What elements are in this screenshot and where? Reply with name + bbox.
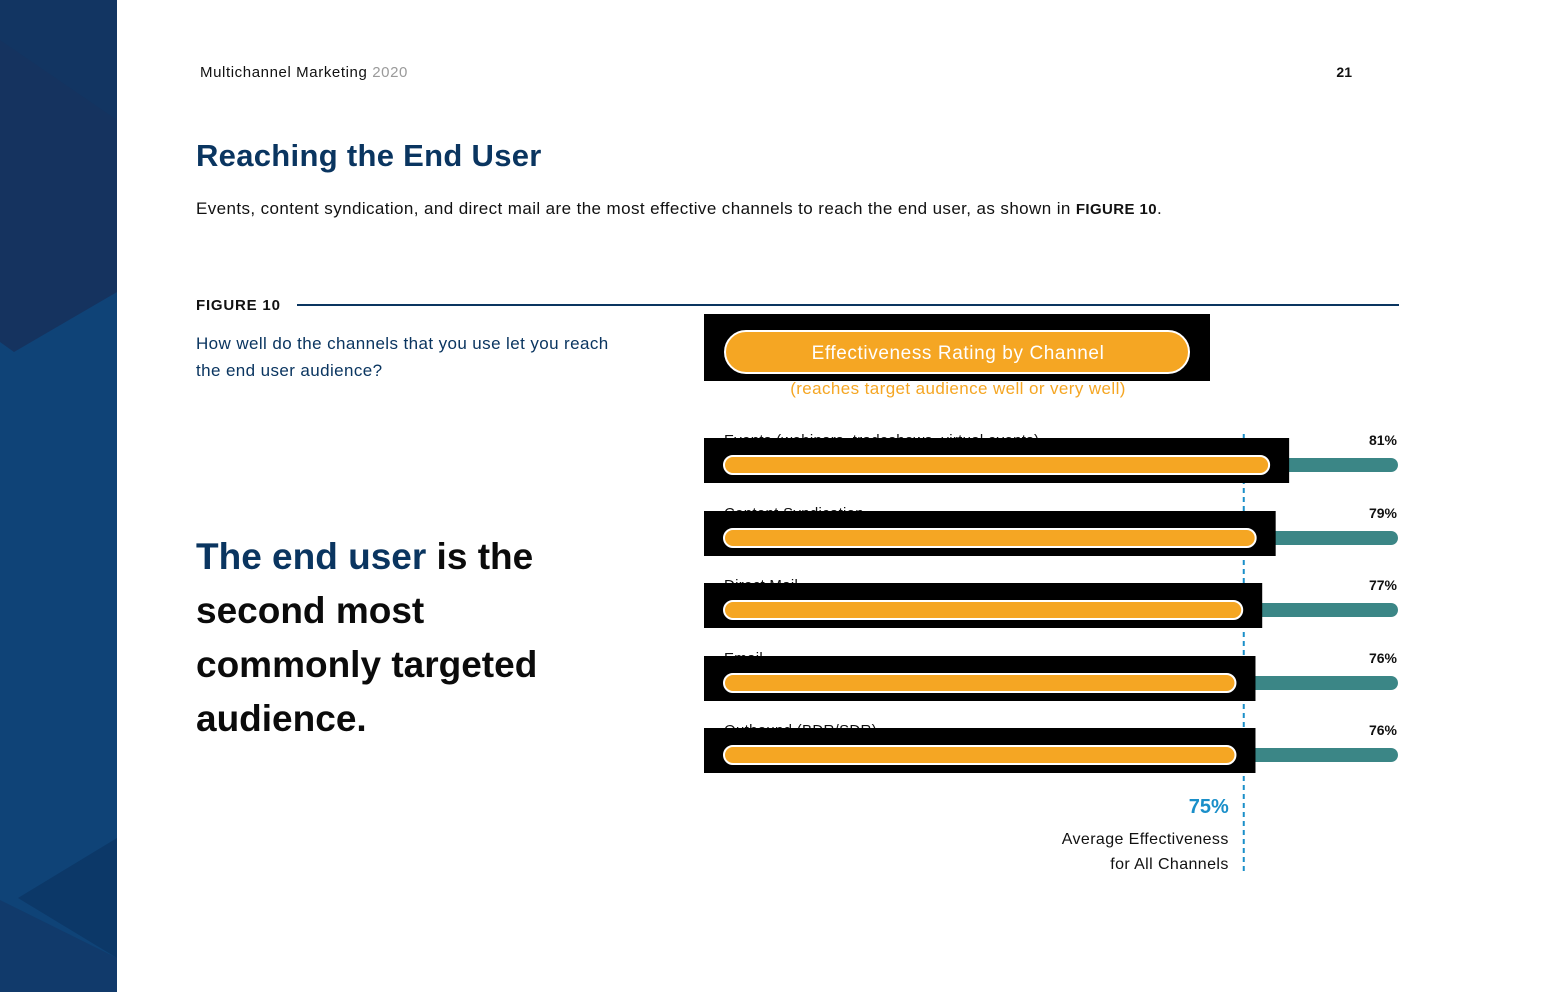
bar — [724, 674, 1235, 692]
figure-label: FIGURE 10 — [196, 297, 281, 314]
callout-highlight: The end user — [196, 536, 427, 577]
average-value-label: 75% — [1188, 796, 1229, 818]
document-year: 2020 — [372, 64, 409, 81]
value-label: 76% — [1368, 722, 1397, 738]
bar — [724, 746, 1235, 764]
page-number: 21 — [1336, 64, 1352, 80]
average-label-line2: for All Channels — [1110, 856, 1229, 873]
value-label: 81% — [1368, 432, 1397, 448]
bar — [724, 601, 1242, 619]
document-title: Multichannel Marketing 2020 — [200, 64, 409, 81]
callout-text: The end user is the second most commonly targeted audience. — [196, 536, 538, 739]
chart-subtitle: (reaches target audience well or very well) — [790, 379, 1126, 398]
value-label: 77% — [1368, 577, 1397, 593]
section-title: Reaching the End User — [196, 138, 542, 173]
value-label: 76% — [1368, 650, 1397, 666]
average-label-line1: Average Effectiveness — [1061, 831, 1229, 848]
intro-paragraph: Events, content syndication, and direct mail are the most effective channels to reach the end user, as shown in FIGURE 10. — [196, 199, 1163, 218]
figure-reference: FIGURE 10 — [1075, 201, 1157, 218]
value-label: 79% — [1368, 505, 1397, 521]
bar — [724, 456, 1269, 474]
figure-question: How well do the channels that you use let you reach the end user audience? — [196, 334, 609, 380]
chart-title: Effectiveness Rating by Channel — [811, 343, 1105, 364]
bar — [724, 529, 1256, 547]
